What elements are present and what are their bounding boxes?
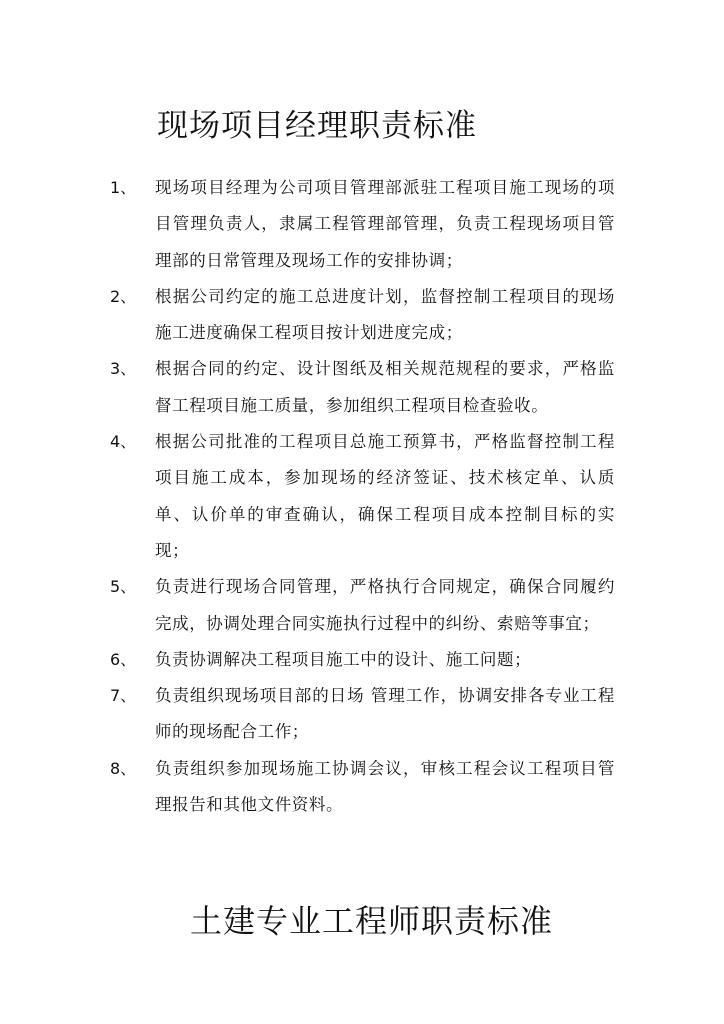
item-text: 根据公司约定的施工总进度计划，监督控制工程项目的现场施工进度确保工程项目按计划进度完成；: [155, 286, 615, 343]
page-title: 现场项目经理职责标准: [157, 108, 477, 144]
list-item: [0, 569, 615, 642]
duty-list: [0, 170, 724, 823]
list-item: [0, 170, 615, 279]
list-item: [0, 642, 615, 678]
item-text: 根据合同的约定、设计图纸及相关规范规程的要求，严格监督工程项目施工质量，参加组织工程项目检查验收。: [155, 359, 615, 415]
item-text: 负责协调解决工程项目施工中的设计、施工问题；: [155, 649, 532, 669]
item-text: 负责进行现场合同管理，严格执行合同规定，确保合同履约完成，协调处理合同实施执行过程中的纠纷、索赔等事宜；: [155, 577, 615, 633]
list-item: [0, 351, 615, 424]
item-number: 7、: [110, 686, 137, 706]
list-item: [0, 424, 615, 569]
item-number: 8、: [110, 758, 137, 778]
item-number: 6、: [110, 649, 137, 669]
item-number: 3、: [110, 359, 137, 379]
item-number: 2、: [110, 286, 137, 306]
list-item: [0, 279, 615, 352]
item-text: 根据公司批准的工程项目总施工预算书，严格监督控制工程项目施工成本，参加现场的经济签证、技术核定单、认质单、认价单的审查确认，确保工程项目成本控制目标的实现；: [155, 432, 615, 560]
item-number: 4、: [110, 432, 137, 452]
item-text: 负责组织现场项目部的日场 管理工作，协调安排各专业工程师的现场配合工作；: [155, 686, 615, 742]
list-item: [0, 678, 615, 751]
item-number: 1、: [110, 178, 137, 197]
list-item: [0, 751, 615, 824]
item-text: 现场项目经理为公司项目管理部派驻工程项目施工现场的项目管理负责人，隶属工程管理部管理，负责工程现场项目管理部的日常管理及现场工作的安排协调；: [155, 178, 615, 270]
section-title: 土建专业工程师职责标准: [190, 902, 554, 940]
item-number: 5、: [110, 577, 137, 597]
item-text: 负责组织参加现场施工协调会议，审核工程会议工程项目管理报告和其他文件资料。: [155, 758, 615, 815]
